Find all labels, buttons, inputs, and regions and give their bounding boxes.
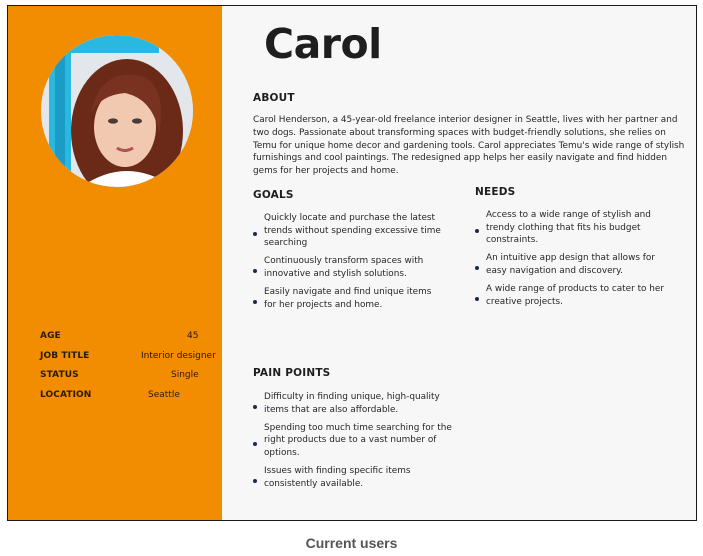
fact-age — [40, 331, 218, 351]
needs-heading: NEEDS — [475, 186, 516, 198]
pain-points-heading: PAIN POINTS — [253, 367, 331, 379]
pain-point-item: Difficulty in finding unique, high-quality items that are also affordable. — [253, 391, 453, 416]
need-item: Access to a wide range of stylish and trendy clothing that fits his budget constraints. — [475, 209, 675, 247]
goal-item: Easily navigate and find unique items for her projects and home. — [253, 286, 445, 311]
about-heading: ABOUT — [253, 92, 295, 104]
need-item: A wide range of products to cater to her creative projects. — [475, 283, 675, 308]
need-item: An intuitive app design that allows for easy navigation and discovery. — [475, 252, 675, 277]
goals-heading: GOALS — [253, 189, 294, 201]
pain-points-list — [253, 391, 453, 496]
goal-item: Quickly locate and purchase the latest trends without spending excessive time searching — [253, 212, 445, 250]
persona-main — [222, 6, 696, 520]
persona-sidebar — [8, 6, 222, 520]
persona-card — [7, 5, 697, 521]
fact-status — [40, 370, 218, 390]
fact-label: STATUS — [40, 370, 79, 380]
pain-point-item: Spending too much time searching for the right products due to a vast number of options. — [253, 422, 453, 460]
about-text: Carol Henderson, a 45-year-old freelance interior designer in Seattle, lives with her partner and two dogs. Passionate about transforming spaces with budget-friendly solutions, she relies on Temu for unique home decor and gardening tools. Carol appreciates Temu's wide range of stylish furnishings and cool paintings. The redesigned app helps her easily navigate and find hidden gems for her projects and home. — [253, 115, 685, 177]
persona-facts — [40, 331, 218, 409]
fact-value: Interior designer — [141, 350, 216, 361]
fact-label: LOCATION — [40, 389, 92, 400]
fact-value: 45 — [187, 331, 199, 341]
fact-value: Seattle — [148, 389, 180, 400]
fact-label: JOB TITLE — [40, 350, 90, 361]
needs-list — [475, 209, 675, 314]
goals-list — [253, 212, 445, 317]
fact-location — [40, 390, 218, 410]
figure-caption: Current users — [305, 535, 398, 551]
fact-value: Single — [171, 370, 199, 380]
fact-job-title — [40, 351, 218, 371]
pain-point-item: Issues with finding specific items consistently available. — [253, 465, 453, 490]
persona-name: Carol — [264, 20, 382, 68]
fact-label: AGE — [40, 331, 61, 341]
goal-item: Continuously transform spaces with innovative and stylish solutions. — [253, 255, 445, 280]
persona-photo — [41, 35, 193, 187]
